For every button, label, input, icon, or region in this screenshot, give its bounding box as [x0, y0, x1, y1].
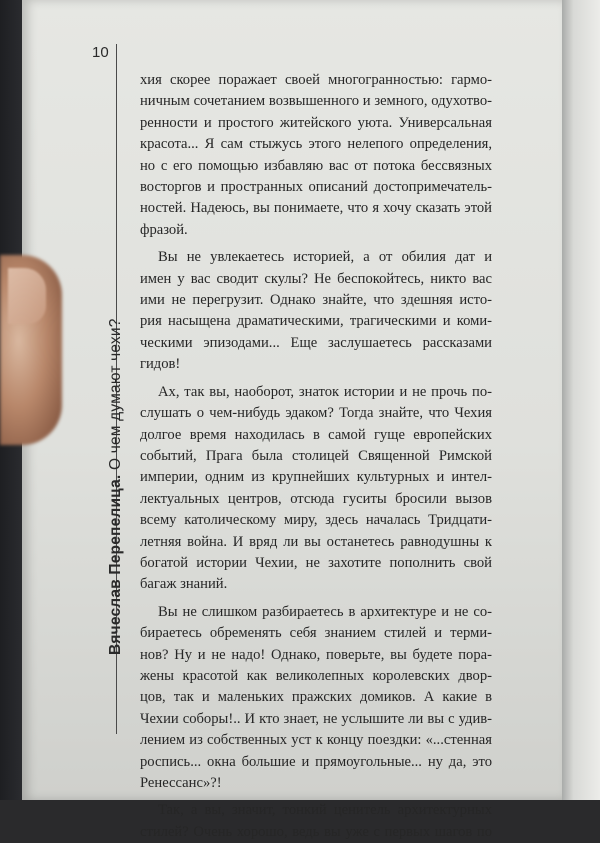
text-line: Вы не слишком разбираетесь в архитектуре и не со-: [158, 603, 492, 620]
thumbnail-highlight: [8, 268, 46, 324]
body-text: [140, 70, 492, 843]
text-line: ностей. Надеюсь, вы понимаете, что я хочу сказать этой: [140, 200, 492, 217]
text-line: имен у вас сводит скулы? Не беспокойтесь, никто вас: [140, 270, 492, 287]
paragraph: [140, 247, 492, 375]
text-line: но с его помощью избавляю вас от потока бессвязных: [140, 157, 492, 174]
text-line: ими не перегрузит. Однако знайте, что здешняя исто-: [140, 292, 492, 309]
text-line: летняя война. И вряд ли вы останетесь равнодушны к: [140, 533, 492, 550]
text-line: хия скорее поражает своей многогранностью: гармо-: [140, 72, 492, 88]
page-number: 10: [92, 44, 109, 61]
text-line: событий, Прага была столицей Священной Римской: [140, 447, 492, 464]
text-line: Так, а вы, значит, тонкий ценитель архитектурных: [158, 802, 492, 819]
page-edge: [562, 0, 600, 800]
text-line: жены красотой как великолепных королевских двор-: [140, 667, 492, 684]
text-line: гидов!: [140, 356, 181, 373]
text-line: восторгов и пространных описаний достопримечатель-: [140, 179, 492, 196]
text-line: ческими эпизодами... Еще заслушаетесь рассказами: [140, 334, 492, 351]
running-head-author: Вячеслав Перепелица.: [107, 474, 124, 655]
text-line: Ренессанс»?!: [140, 775, 222, 791]
paragraph: [140, 382, 492, 596]
running-head: [107, 318, 125, 655]
text-line: слушать о чем-нибудь эдаком? Тогда знайте, что Чехия: [140, 405, 492, 422]
text-line: богатой истории Чехии, не захотите пополнить свой: [140, 554, 492, 571]
text-line: империи, одним из крупнейших культурных и интел-: [140, 469, 492, 486]
text-line: нов? Ну и не надо! Однако, поверьте, вы будете пора-: [140, 646, 492, 663]
text-line: багаж знаний.: [140, 576, 228, 593]
text-line: роспись... окна большие и прямоугольные... ну да, это: [140, 753, 492, 770]
text-line: всему католическому миру, здесь началась Тридцати-: [140, 512, 492, 529]
text-line: Чехии соборы!.. И кто знает, не услышите ли вы с удив-: [140, 710, 492, 727]
text-line: цов, так и маленьких пражских домиков. А какие в: [140, 689, 492, 706]
text-line: лением из собственных уст к концу поездки: «...стенная: [140, 732, 492, 749]
paragraph: [140, 800, 492, 843]
text-line: Вы не увлекаетесь историей, а от обилия дат и: [158, 249, 492, 266]
text-line: красота... Я сам стыжусь этого нелепого определения,: [140, 136, 492, 153]
text-line: ничным сочетанием возвышенного и земного, одухотво-: [140, 93, 492, 110]
text-line: стилей? Очень хорошо, ведь вы уже с первых шагов по: [140, 823, 492, 840]
text-line: бираетесь обременять себя знанием стилей и терми-: [140, 625, 492, 642]
paragraph: [140, 70, 492, 241]
text-line: ренности и простого житейского уюта. Универсальная: [140, 114, 492, 131]
text-line: рия насыщена драматическими, трагическими и коми-: [140, 313, 492, 330]
running-head-title: О чем думают чехи?: [107, 318, 124, 475]
paragraph: [140, 602, 492, 795]
text-line: Ах, так вы, наоборот, знаток истории и не прочь по-: [158, 383, 492, 400]
text-line: долгое время находилась в самой гуще европейских: [140, 426, 492, 443]
text-line: лектуальных центров, отсюда гуситы бросили вызов: [140, 490, 492, 507]
text-line: фразой.: [140, 221, 188, 238]
